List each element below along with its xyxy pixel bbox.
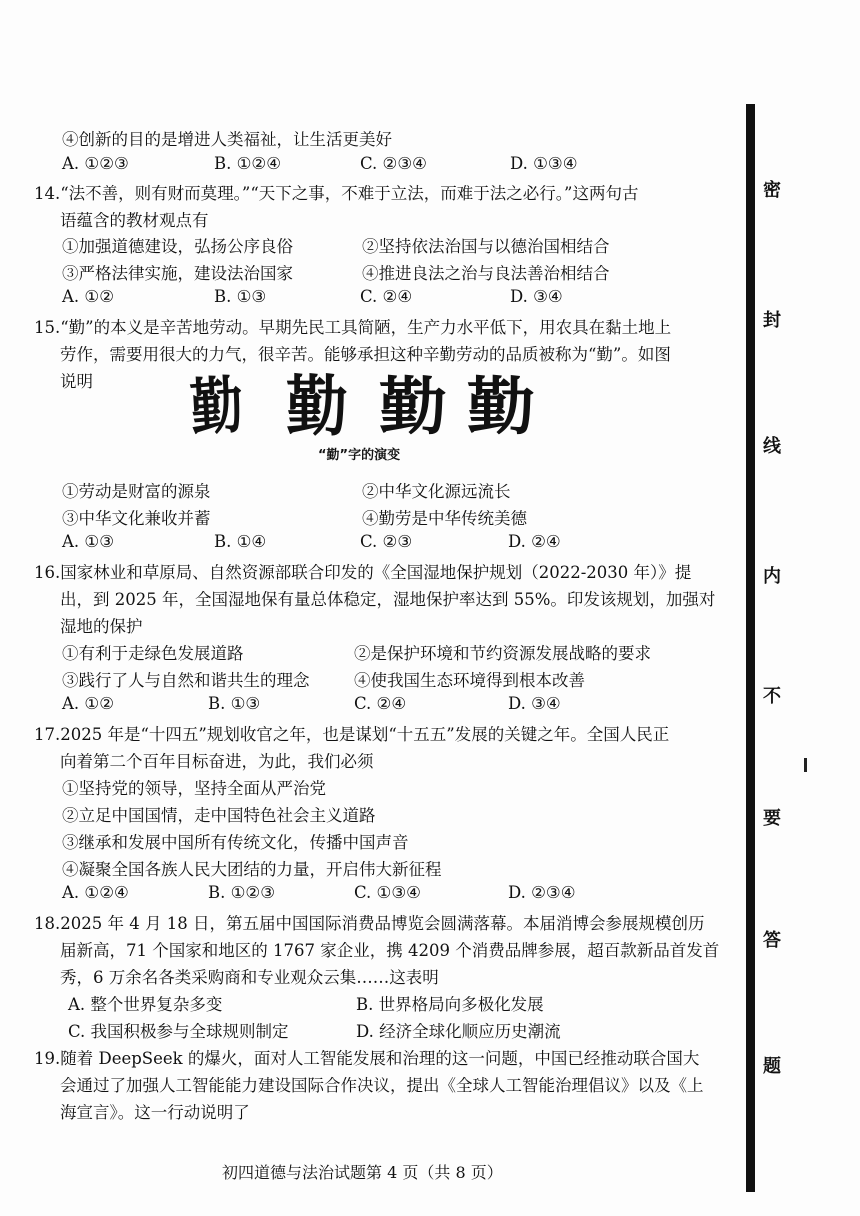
option-b: B. ①②④ <box>214 154 281 173</box>
option-b: B. ①②③ <box>208 883 275 902</box>
seal-margin-char: 要 <box>763 808 781 829</box>
seal-margin-char: 内 <box>763 566 781 587</box>
q17-stem-line2: 向着第二个百年目标奋进，为此，我们必须 <box>60 752 374 771</box>
option-a: A. ①② <box>62 694 114 713</box>
q14-item-1: ①加强道德建设，弘扬公序良俗 <box>62 237 293 256</box>
q16-item-4: ④使我国生态环境得到根本改善 <box>354 671 585 690</box>
option-d: D. ①③④ <box>510 154 578 173</box>
q15-item-4: ④勤劳是中华传统美德 <box>362 509 527 528</box>
option-c: C. ①③④ <box>354 883 421 902</box>
q16-stem-line2: 出，到 2025 年，全国湿地保有量总体稳定，湿地保护率达到 55%。印发该规划，加强对 <box>60 590 716 609</box>
q15-item-1: ①劳动是财富的源泉 <box>62 482 211 501</box>
q16-stem-line3: 湿地的保护 <box>60 617 143 636</box>
regular-script-char: 勤 <box>378 370 448 443</box>
q18-stem-line2: 届新高，71 个国家和地区的 1767 家企业，携 4209 个消费品牌参展，超百款新品首发首 <box>60 941 720 960</box>
q16-item-3: ③践行了人与自然和谐共生的理念 <box>62 671 310 690</box>
modern-char: 勤 <box>466 370 536 443</box>
binding-line <box>746 104 755 1192</box>
q14-stem-line1: 14.“法不善，则有财而莫理。”“天下之事，不难于立法，而难于法之必行。”这两句古 <box>34 184 639 203</box>
option-c: C. ②④ <box>360 287 413 306</box>
q16-item-2: ②是保护环境和节约资源发展战略的要求 <box>354 644 651 663</box>
q17-item-1: ①坚持党的领导，坚持全面从严治党 <box>62 779 326 798</box>
seal-margin-char: 密 <box>763 180 781 201</box>
option-b: B. ①③ <box>214 287 267 306</box>
option-a: A. ①② <box>62 287 114 306</box>
option-a: A. ①②④ <box>62 883 129 902</box>
seal-margin-char: 题 <box>763 1056 781 1077</box>
q17-item-2: ②立足中国国情，走中国特色社会主义道路 <box>62 806 376 825</box>
q15-stem-line3: 说明 <box>60 372 93 391</box>
q19-stem-line3: 海宣言》。这一行动说明了 <box>60 1103 250 1122</box>
q14-item-4: ④推进良法之治与良法善治相结合 <box>362 264 610 283</box>
q15-item-2: ②中华文化源远流长 <box>362 482 511 501</box>
seal-margin-char: 不 <box>763 686 781 707</box>
q18-option-d: D. 经济全球化顺应历史潮流 <box>356 1022 561 1041</box>
q15-stem-line1: 15.“勤”的本义是辛苦地劳动。早期先民工具简陋，生产力水平低下，用农具在黏土地上 <box>34 318 672 337</box>
prev-item-4: ④创新的目的是增进人类福祉，让生活更美好 <box>62 130 392 149</box>
option-c: C. ②④ <box>354 694 407 713</box>
q16-item-1: ①有利于走绿色发展道路 <box>62 644 244 663</box>
option-d: D. ③④ <box>508 694 561 713</box>
q15-stem-line2: 劳作，需要用很大的力气，很辛苦。能够承担这种辛勤劳动的品质被称为“勤”。如图 <box>60 345 671 364</box>
q14-item-3: ③严格法律实施，建设法治国家 <box>62 264 293 283</box>
option-d: D. ③④ <box>510 287 563 306</box>
seal-margin-char: 答 <box>763 930 781 951</box>
seal-script-char: 勤 <box>188 367 244 446</box>
q19-stem-line2: 会通过了加强人工智能能力建设国际合作决议，提出《全球人工智能治理倡议》以及《上 <box>60 1076 704 1095</box>
margin-mark <box>804 758 807 772</box>
q15-item-3: ③中华文化兼收并蓄 <box>62 509 211 528</box>
seal-margin-char: 封 <box>763 310 781 331</box>
q14-stem-line2: 语蕴含的教材观点有 <box>60 211 209 230</box>
option-c: C. ②③ <box>360 532 413 551</box>
clerical-script-char: 勤 <box>286 368 349 445</box>
q19-stem-line1: 19.随着 DeepSeek 的爆火，面对人工智能发展和治理的这一问题，中国已经推动联合国大 <box>34 1049 700 1068</box>
option-d: D. ②④ <box>508 532 561 551</box>
q17-item-4: ④凝聚全国各族人民大团结的力量，开启伟大新征程 <box>62 860 442 879</box>
option-c: C. ②③④ <box>360 154 427 173</box>
q18-option-a: A. 整个世界复杂多变 <box>68 995 223 1014</box>
figure-caption: “勤”字的演变 <box>318 448 401 463</box>
q17-item-3: ③继承和发展中国所有传统文化，传播中国声音 <box>62 833 409 852</box>
q14-item-2: ②坚持依法治国与以德治国相结合 <box>362 237 610 256</box>
q18-option-c: C. 我国积极参与全球规则制定 <box>68 1022 289 1041</box>
option-a: A. ①③ <box>62 532 114 551</box>
page-footer: 初四道德与法治试题第 4 页（共 8 页） <box>222 1163 503 1182</box>
option-b: B. ①③ <box>208 694 261 713</box>
option-a: A. ①②③ <box>62 154 129 173</box>
option-d: D. ②③④ <box>508 883 576 902</box>
q18-option-b: B. 世界格局向多极化发展 <box>356 995 544 1014</box>
option-b: B. ①④ <box>214 532 267 551</box>
qin-character-evolution-figure <box>186 367 536 446</box>
q18-stem-line3: 秀，6 万余名各类采购商和专业观众云集……这表明 <box>60 968 439 987</box>
q17-stem-line1: 17.2025 年是“十四五”规划收官之年，也是谋划“十五五”发展的关键之年。全国人民正 <box>34 725 670 744</box>
q18-stem-line1: 18.2025 年 4 月 18 日，第五届中国国际消费品博览会圆满落幕。本届消博会参展规模创历 <box>34 914 705 933</box>
seal-margin-char: 线 <box>763 436 781 457</box>
q16-stem-line1: 16.国家林业和草原局、自然资源部联合印发的《全国湿地保护规划（2022-2030 年）》提 <box>34 563 692 582</box>
